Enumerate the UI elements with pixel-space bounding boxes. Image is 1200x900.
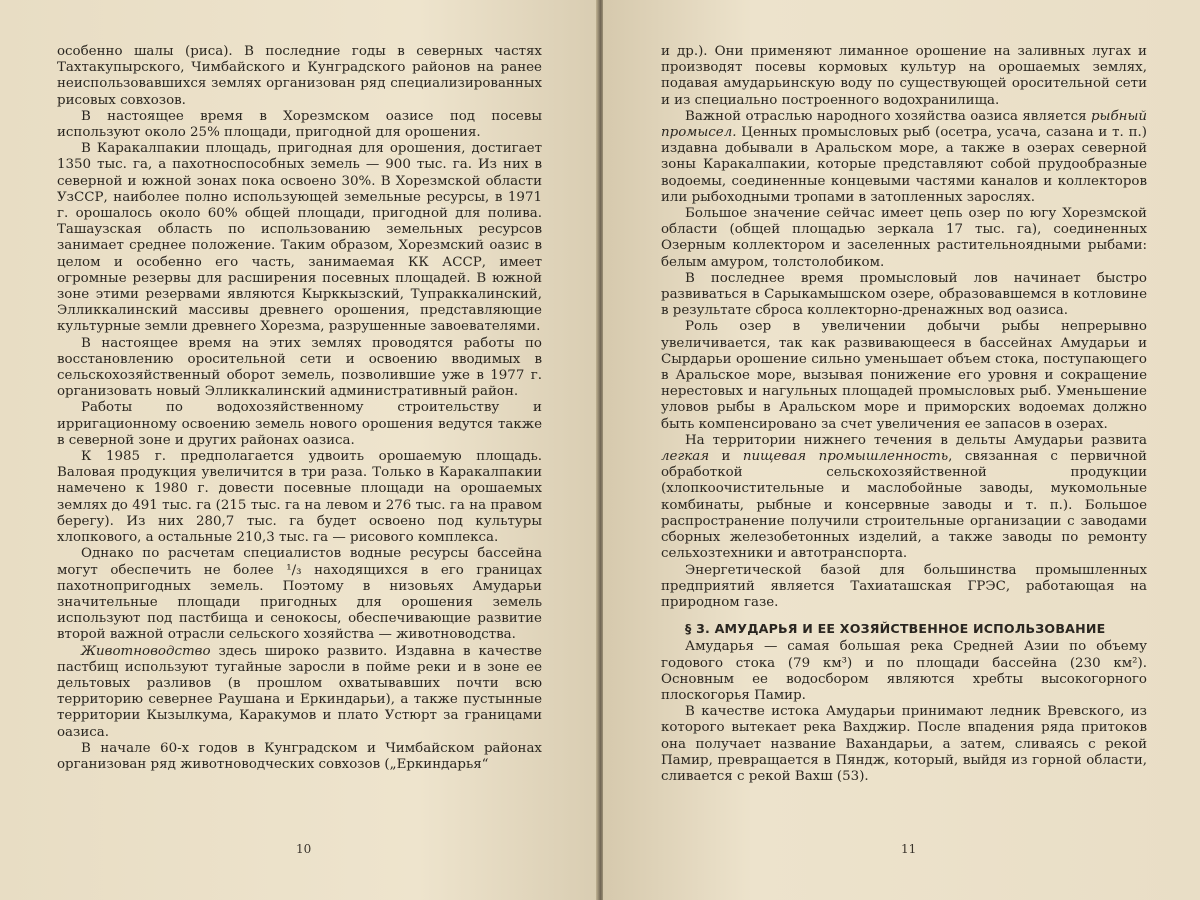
paragraph bbox=[661, 433, 1147, 563]
italic-term: пищевая промышленность bbox=[742, 449, 949, 465]
paragraph-text: Ценных промысловых рыб (осетра, усача, сазана и т. п.) издавна добывали в Аральском море, а также в озерах северной зоны Каракалпакии, которые представляют собой прудообразные водоемы, соединенные концевыми частями каналов и коллекторов или рыбоходными тропами в затопленных зарослях. bbox=[661, 125, 1147, 205]
paragraph: В Каракалпакии площадь, пригодная для орошения, достигает 1350 тыс. га, а пахотноспособных земель — 900 тыс. га. Из них в северной и южной зонах пока освоено 30%. В Хорезмской области УзССР, наиболее полно использующей земельные ресурсы, в 1971 г. орошалось около 60% общей площади, пригодной для полива. Ташаузская область по использованию земельных ресурсов занимает среднее положение. Таким образом, Хорезмский оазис в целом и особенно его часть, занимаемая КК АССР, имеет огромные резервы для расширения посевных площадей. В южной зоне этими резервами являются Кырккызский, Тупраккалинский, Элликкалинский массивы древнего орошения, представляющие культурные земли древнего Хорезма, разрушенные завоевателями. bbox=[57, 141, 542, 335]
paragraph: особенно шалы (риса). В последние годы в северных частях Тахтакупырского, Чимбайского и Кунградского районов на ранее неиспользовавшихся землях организован ряд специализированных рисовых совхозов. bbox=[57, 44, 542, 108]
paragraph: Роль озер в увеличении добычи рыбы непрерывно увеличивается, так как развивающееся в бассейнах Амударьи и Сырдарьи орошение сильно уменьшает объем стока, поступающего в Аральское море, вызывая понижение его уровня и сокращение нерестовых и нагульных площадей промысловых рыб. Уменьшение уловов рыбы в Аральском море и приморских водоемах должно быть компенсировано за счет увеличения ее запасов в озерах. bbox=[661, 319, 1147, 432]
paragraph-text: , связанная с первичной обработкой сельскохозяйственной продукции (хлопкоочистительные и маслобойные заводы, мукомольные комбинаты, рыбные и консервные заводы и т. п.). Большое распространение получили строительные организации с заводами сборных железобетонных изделий, а также заводы по ремонту сельхозтехники и автотранспорта. bbox=[661, 449, 1147, 562]
paragraph-text: и bbox=[709, 449, 743, 465]
paragraph bbox=[661, 109, 1147, 206]
paragraph-text: Важной отраслью народного хозяйства оазиса является bbox=[685, 108, 1091, 124]
paragraph: Работы по водохозяйственному строительству и ирригационному освоению земель нового орошения ведутся также в северной зоне и других районах оазиса. bbox=[57, 400, 542, 448]
page-number: 10 bbox=[296, 842, 312, 856]
left-page bbox=[0, 0, 598, 900]
page-number: 11 bbox=[901, 842, 917, 856]
paragraph: К 1985 г. предполагается удвоить орошаемую площадь. Валовая продукция увеличится в три раза. Только в Каракалпакии намечено к 1980 г. довести посевные площади на орошаемых землях до 491 тыс. га (215 тыс. га на левом и 276 тыс. га на правом берегу). Из них 280,7 тыс. га будет освоено под культуры хлопкового, а остальные 210,3 тыс. га — рисового комплекса. bbox=[57, 449, 542, 546]
paragraph: Амударья — самая большая река Средней Азии по объему годового стока (79 км³) и по площади бассейна (230 км²). Основным ее водосбором являются хребты высокогорного плоскогорья Памир. bbox=[661, 639, 1147, 703]
italic-term: рыбный промысел. bbox=[661, 108, 1147, 141]
italic-term: легкая bbox=[661, 449, 710, 465]
paragraph-text: здесь широко развито. Издавна в качестве пастбищ используют тугайные заросли в пойме реки и в зоне ее дельтовых разливов (в прошлом охватывавших почти всю территорию севернее Раушана и Еркиндарьи), а также пустынные территории Кызылкума, Каракумов и плато Устюрт за границами оазиса. bbox=[57, 643, 542, 740]
paragraph: В последнее время промысловый лов начинает быстро развиваться в Сарыкамышском озере, образовавшемся в котловине в результате сброса коллекторно-дренажных вод оазиса. bbox=[661, 270, 1147, 319]
left-page-text bbox=[57, 44, 542, 773]
paragraph: Энергетической базой для большинства промышленных предприятий является Тахиаташская ГРЭС, работающая на природном газе. bbox=[661, 562, 1147, 610]
paragraph-text: На территории нижнего течения в дельты Амударьи развита bbox=[685, 432, 1147, 448]
paragraph: В настоящее время в Хорезмском оазисе под посевы используют около 25% площади, пригодной для орошения. bbox=[57, 108, 542, 141]
paragraph: В начале 60-х годов в Кунградском и Чимбайском районах организован ряд животноводческих совхозов („Еркиндарья“ bbox=[57, 740, 542, 772]
italic-term: Животноводство bbox=[81, 643, 211, 659]
right-page bbox=[603, 0, 1200, 900]
paragraph bbox=[57, 644, 542, 741]
paragraph: В качестве истока Амударьи принимают ледник Вревского, из которого вытекает река Вахджир. После впадения ряда притоков она получает название Вахандарьи, а затем, сливаясь с рекой Памир, превращается в Пяндж, который, выйдя из горной области, сливается с рекой Вахш (53). bbox=[661, 704, 1147, 784]
paragraph: Большое значение сейчас имеет цепь озер по югу Хорезмской области (общей площадью зеркала 17 тыс. га), соединенных Озерным коллектором и заселенных растительноядными рыбами: белым амуром, толстолобиком. bbox=[661, 206, 1147, 270]
paragraph: и др.). Они применяют лиманное орошение на заливных лугах и производят посевы кормовых культур на орошаемых землях, подавая амударьинскую воду по существующей оросительной сети и из специально построенного водохранилища. bbox=[661, 44, 1147, 108]
paragraph: Однако по расчетам специалистов водные ресурсы бассейна могут обеспечить не более ¹/₃ находящихся в его границах пахотнопригодных земель. Поэтому в низовьях Амударьи значительные площади пригодных для орошения земель используют под пастбища и сенокосы, обеспечивающие развитие второй важной отрасли сельского хозяйства — животноводства. bbox=[57, 546, 542, 643]
paragraph: В настоящее время на этих землях проводятся работы по восстановлению оросительной сети и освоению вводимых в сельскохозяйственный оборот земель, позволившие уже в 1977 г. организовать новый Элликкалинский административный район. bbox=[57, 335, 542, 400]
section-heading: § 3. АМУДАРЬЯ И ЕЕ ХОЗЯЙСТВЕННОЕ ИСПОЛЬЗОВАНИЕ bbox=[685, 621, 1106, 637]
right-page-text bbox=[661, 44, 1147, 785]
